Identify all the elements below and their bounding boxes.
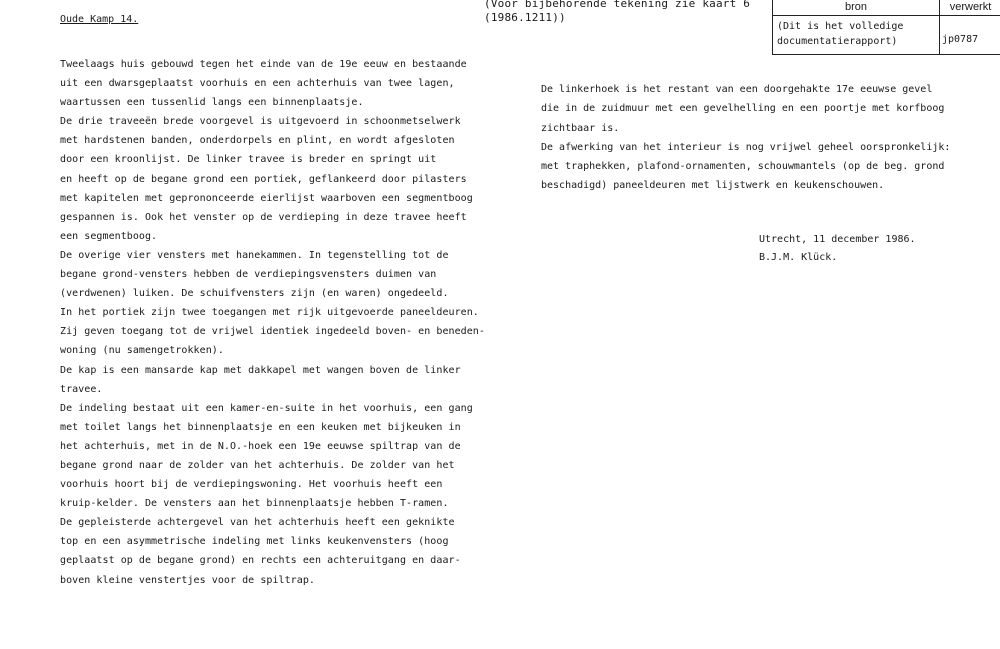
bron-value xyxy=(773,16,940,55)
text-line: Tweelaags huis gebouwd tegen het einde van de 19e eeuw en bestaande xyxy=(60,59,467,70)
text-line: met traphekken, plafond-ornamenten, schouwmantels (op de beg. grond xyxy=(541,161,945,173)
note-line: (1986.1211)) xyxy=(484,11,566,24)
text-line: De indeling bestaat uit een kamer-en-suite in het voorhuis, een gang xyxy=(60,402,473,414)
text-line: uit een dwarsgeplaatst voorhuis en een achterhuis van twee lagen, xyxy=(60,78,455,90)
note-line: (Voor bijbehorende tekening zie kaart 6 xyxy=(484,0,751,10)
text-line: woning (nu samengetrokken). xyxy=(60,345,224,357)
description-left-column xyxy=(60,55,500,590)
text-line: begane grond naar de zolder van het achterhuis. De zolder van het xyxy=(60,459,455,471)
text-line: De linkerhoek is het restant van een doorgehakte 17e eeuwse gevel xyxy=(541,84,933,95)
text-line: een segmentboog. xyxy=(60,230,158,242)
text-line: geplaatst op de begane grond) en rechts een achteruitgang en daar- xyxy=(60,555,461,567)
text-line: die in de zuidmuur met een gevelhelling en een poortje met korfboog xyxy=(541,103,945,115)
text-line: met hardstenen banden, onderdorpels en plint, en wordt afgesloten xyxy=(60,135,455,147)
text-line: het achterhuis, met in de N.O.-hoek een 19e eeuwse spiltrap van de xyxy=(60,440,461,452)
page-title-address: Oude Kamp 14. xyxy=(60,14,139,25)
text-line: met toilet langs het binnenplaatsje en een keuken met bijkeuken in xyxy=(60,421,461,433)
text-line: met kapitelen met geprononceerde eierlijst waarboven een segmentboog xyxy=(60,192,473,204)
text-line: De gepleisterde achtergevel van het achterhuis heeft een geknikte xyxy=(60,517,455,529)
text-line: De afwerking van het interieur is nog vrijwel geheel oorspronkelijk: xyxy=(541,141,951,153)
drawing-reference-note xyxy=(484,0,754,25)
text-line: beschadigd) paneeldeuren met lijstwerk en keukenschouwen. xyxy=(541,180,885,192)
source-table xyxy=(772,0,1000,55)
bron-value-line: documentatierapport) xyxy=(777,36,898,47)
text-line: De drie traveeën brede voorgevel is uitgevoerd in schoonmetselwerk xyxy=(60,116,461,128)
bron-header: bron xyxy=(773,0,940,16)
text-line: In het portiek zijn twee toegangen met rijk uitgevoerde paneeldeuren. xyxy=(60,307,479,319)
text-line: zichtbaar is. xyxy=(541,122,620,134)
text-line: (verdwenen) luiken. De schuifvensters zijn (en waren) ongedeeld. xyxy=(60,288,449,300)
text-line: gespannen is. Ook het venster op de verdieping in deze travee heeft xyxy=(60,211,467,223)
verwerkt-header: verwerkt xyxy=(940,0,1000,16)
text-line: De overige vier vensters met hanekammen. In tegenstelling tot de xyxy=(60,249,449,261)
text-line: door een kroonlijst. De linker travee is breder en springt uit xyxy=(60,154,437,166)
text-line: De kap is een mansarde kap met dakkapel met wangen boven de linker xyxy=(60,364,461,376)
text-line: top en een asymmetrische indeling met links keukenvensters (hoog xyxy=(60,536,449,548)
text-line: kruip-kelder. De vensters aan het binnenplaatsje hebben T-ramen. xyxy=(60,498,449,510)
text-line: Zij geven toegang tot de vrijwel identiek ingedeeld boven- en beneden- xyxy=(60,326,485,338)
bron-value-line: (Dit is het volledige xyxy=(777,21,904,32)
verwerkt-value: jp0787 xyxy=(940,16,1000,55)
signature-author: B.J.M. Klück. xyxy=(759,252,838,263)
text-line: waartussen een tussenlid langs een binnenplaatsje. xyxy=(60,97,364,109)
text-line: en heeft op de begane grond een portiek, geflankeerd door pilasters xyxy=(60,173,467,185)
description-right-column xyxy=(541,80,991,196)
text-line: voorhuis hoort bij de verdiepingswoning. Het voorhuis heeft een xyxy=(60,479,443,491)
text-line: begane grond-vensters hebben de verdiepingsvensters duimen van xyxy=(60,269,437,281)
signature-place-date: Utrecht, 11 december 1986. xyxy=(759,234,916,245)
text-line: boven kleine venstertjes voor de spiltrap. xyxy=(60,574,315,586)
text-line: travee. xyxy=(60,383,103,395)
